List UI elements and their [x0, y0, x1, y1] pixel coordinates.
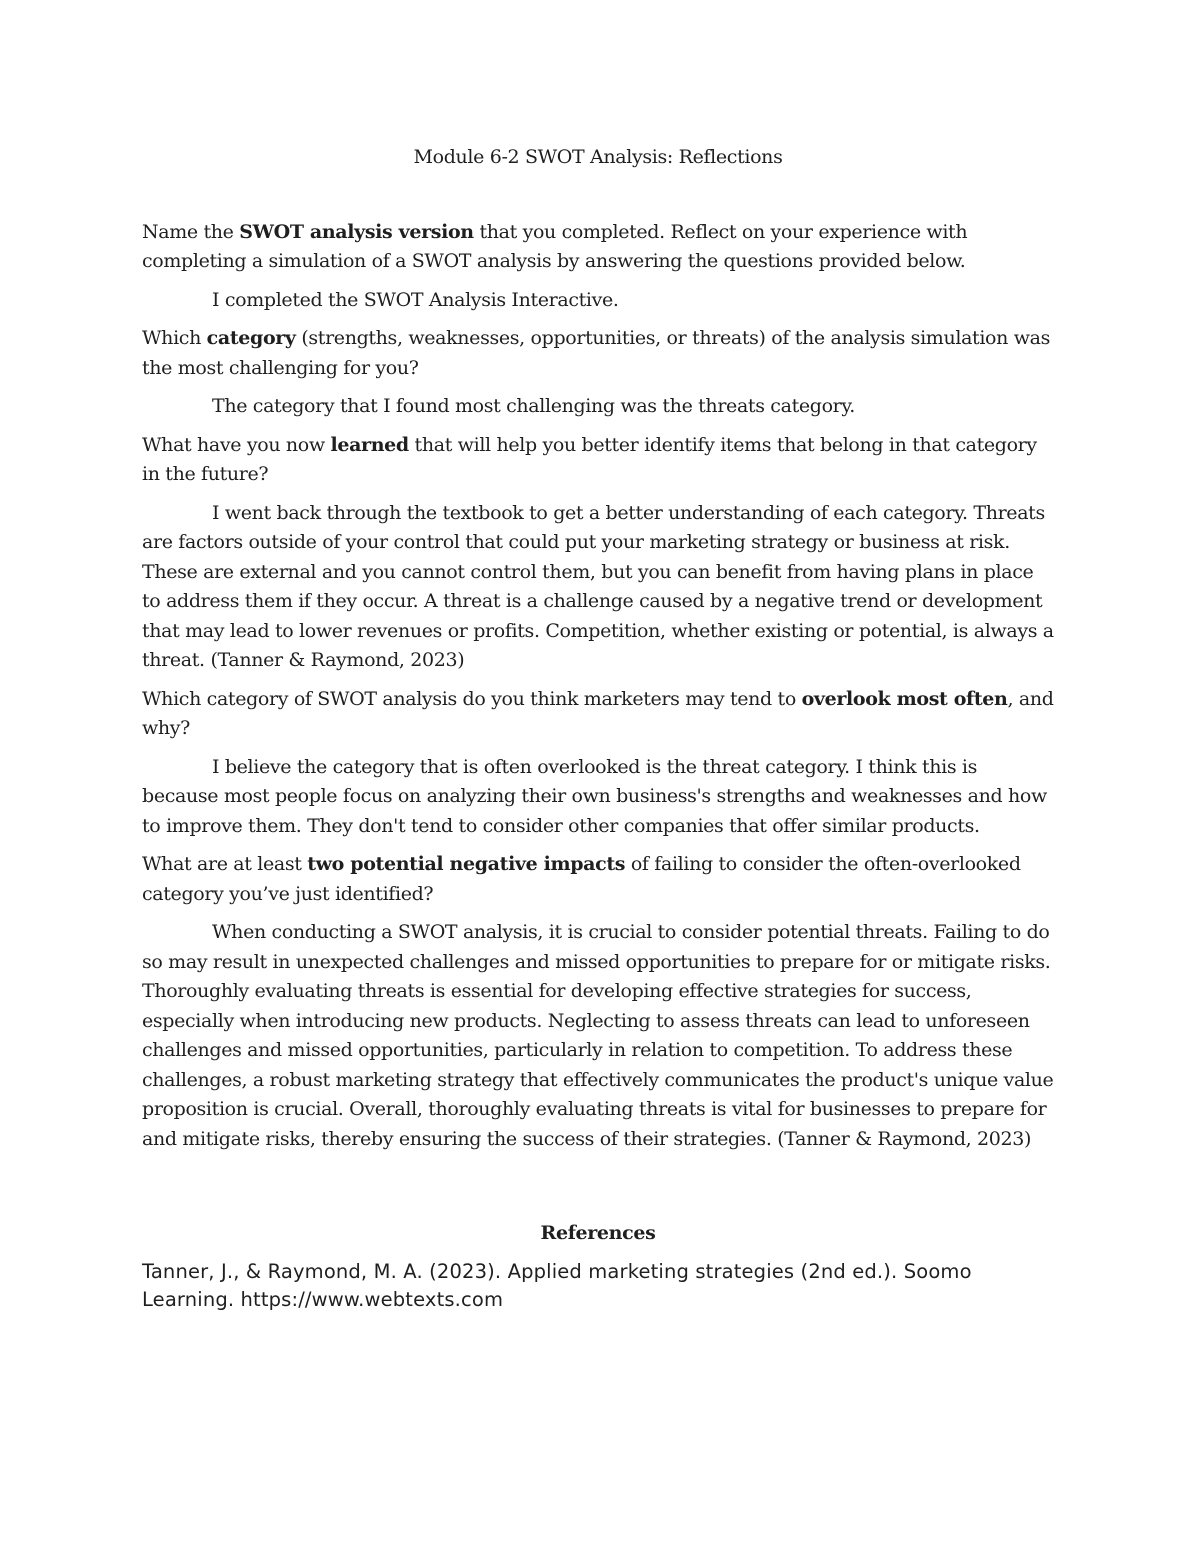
question-5-text-end: of failing to consider the often-overlooked category you’ve just identified?	[142, 853, 1021, 905]
answer-5: When conducting a SWOT analysis, it is crucial to consider potential threats. Failing to do so may result in unexpected challenges and missed opportunities to prepare for or mitigate risks. Thoroughly evaluating threats is essential for developing effective strategies for success, especially when introducing new products. Neglecting to assess threats can lead to unforeseen challenges and missed opportunities, particularly in relation to competition. To address these challenges, a robust marketing strategy that effectively communicates the product's unique value proposition is crucial. Overall, thoroughly evaluating threats is vital for businesses to prepare for and mitigate risks, thereby ensuring the success of their strategies. (Tanner & Raymond, 2023)	[142, 921, 1054, 1150]
question-5-emphasis: two potential negative impacts	[307, 853, 626, 875]
question-2	[142, 324, 1054, 383]
question-4	[142, 685, 1054, 744]
question-5-text: What are at least	[142, 853, 308, 875]
question-1-text-end: that you completed. Reflect on your experience with completing a simulation of a SWOT analysis by answering the questions provided below.	[142, 220, 968, 272]
question-1	[142, 218, 1054, 277]
question-4-text-end: , and why?	[142, 687, 1054, 739]
answer-3: I went back through the textbook to get a better understanding of each category. Threats are factors outside of your control that could put your marketing strategy or business at risk. These are external and you cannot control them, but you can benefit from having plans in place to address them if they occur. A threat is a challenge caused by a negative trend or development that may lead to lower revenues or profits. Competition, whether existing or potential, is always a threat. (Tanner & Raymond, 2023)	[142, 501, 1054, 671]
question-3-emphasis: learned	[330, 433, 409, 456]
document-title: Module 6-2 SWOT Analysis: Reflections	[413, 146, 783, 168]
question-2-text: Which	[142, 327, 207, 349]
references-heading: References	[540, 1222, 656, 1244]
question-3-text-end: that will help you better identify items that belong in that category in the future?	[142, 433, 1037, 485]
question-3	[142, 431, 1054, 490]
question-3-text: What have you now	[142, 433, 331, 456]
reference-entry: Tanner, J., & Raymond, M. A. (2023). Applied marketing strategies (2nd ed.). Soomo Learning. https://www.webtexts.com	[142, 1259, 972, 1311]
question-5	[142, 850, 1054, 909]
question-2-text-end: (strengths, weaknesses, opportunities, or threats) of the analysis simulation was the most challenging for you?	[142, 327, 1051, 379]
question-1-text: Name the	[142, 220, 240, 243]
question-1-emphasis: SWOT analysis version	[239, 220, 474, 243]
document-body	[142, 143, 1054, 1314]
question-4-text: Which category of SWOT analysis do you think marketers may tend to	[142, 687, 802, 710]
question-2-emphasis: category	[206, 327, 296, 349]
question-4-emphasis: overlook most often	[801, 687, 1008, 710]
answer-4: I believe the category that is often overlooked is the threat category. I think this is because most people focus on analyzing their own business's strengths and weaknesses and how to improve them. They don't tend to consider other companies that offer similar products.	[142, 755, 1047, 837]
answer-1: I completed the SWOT Analysis Interactive.	[212, 288, 619, 311]
answer-2: The category that I found most challenging was the threats category.	[212, 395, 855, 417]
